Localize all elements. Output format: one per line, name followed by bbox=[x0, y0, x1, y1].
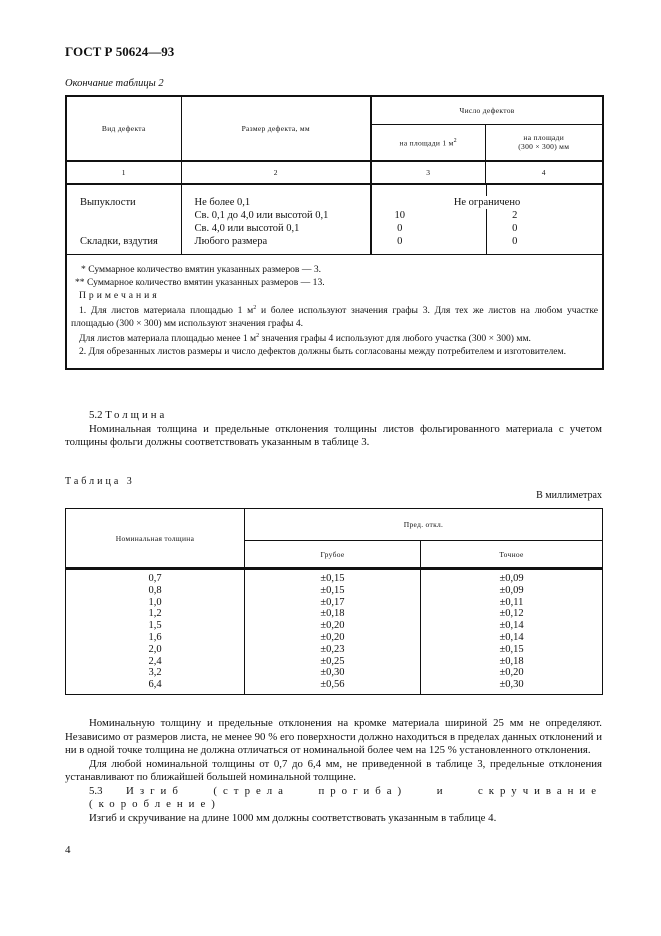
count-300: 0 bbox=[512, 223, 518, 234]
table3-cell-nominal: 1,6 bbox=[148, 631, 162, 643]
count-unlimited: Не ограничено bbox=[453, 197, 521, 208]
count-1m: 0 bbox=[397, 236, 403, 247]
count-300: 0 bbox=[512, 236, 518, 247]
table3-cell-coarse: ±0,15 bbox=[320, 573, 345, 584]
section-5-3-text: Изгиб и скручивание на длине 1000 мм должны соответствовать указанным в таблице 4. bbox=[89, 811, 497, 824]
table3-cell-fine: ±0,12 bbox=[499, 608, 524, 620]
defect-type: Выпуклости bbox=[80, 197, 136, 208]
table3-cell-fine: ±0,09 bbox=[499, 573, 524, 584]
table3-cell-coarse: ±0,30 bbox=[320, 667, 345, 679]
notes-title: Примечания bbox=[79, 289, 160, 301]
table3-cell-fine: ±0,09 bbox=[499, 584, 524, 596]
table3-cell-nominal: 0,8 bbox=[148, 584, 162, 596]
document-header: ГОСТ Р 50624—93 bbox=[65, 44, 175, 59]
body-text bbox=[65, 717, 602, 825]
count-1m: 10 bbox=[394, 210, 405, 221]
table3-cell-coarse: ±0,18 bbox=[320, 608, 345, 620]
col-number: 1 bbox=[121, 168, 126, 177]
section-5-3-heading: 5.3 Изгиб (стрела прогиба) и скручивание (коробление) bbox=[89, 784, 603, 810]
section-5-2 bbox=[65, 409, 602, 450]
paragraph-edge-thickness: Номинальную толщину и предельные отклонения на кромке материала шириной 25 мм не определяют. Независимо от размеров листа, не менее 90 % его поверхности должно находиться в пределах данных отклонений и ни в одной точке толщина не должна отличаться от номинальной более чем на 125 % установленного отклонения. bbox=[65, 717, 602, 756]
table3-cell-nominal: 6,4 bbox=[148, 679, 162, 691]
table3-cell-coarse: ±0,56 bbox=[320, 679, 345, 691]
table3-cell-nominal: 1,5 bbox=[148, 620, 162, 632]
table-2 bbox=[65, 95, 604, 370]
table3-caption: Таблица 3 bbox=[65, 476, 135, 487]
fine-column bbox=[421, 569, 603, 695]
note-1-cont: Для листов материала площадью менее 1 $м^2$ значения графы 4 используют для любого участка (300 × 300) мм. bbox=[79, 332, 531, 344]
col-number: 4 bbox=[485, 161, 603, 184]
col-number: 2 bbox=[181, 161, 371, 184]
nominal-column bbox=[66, 569, 245, 695]
note-1: 1. Для листов материала площадью 1 $м^2$ и более используют значения графы 3. Для тех же листов на любом участке площадью (300 × 300) мм используют значения графы 4. bbox=[71, 304, 599, 329]
table3-cell-fine: ±0,18 bbox=[499, 655, 524, 667]
table3-cell-fine: ±0,14 bbox=[499, 620, 524, 632]
table3-cell-coarse: ±0,23 bbox=[320, 643, 345, 655]
table3-cell-coarse: ±0,20 bbox=[320, 631, 345, 643]
col-fine: Точное bbox=[421, 541, 603, 569]
defect-size: Св. 4,0 или высотой 0,1 bbox=[194, 223, 300, 234]
table3-cell-fine: ±0,30 bbox=[499, 679, 524, 691]
col-nominal: Номинальная толщина bbox=[115, 533, 195, 543]
section-5-2-heading: 5.2 Толщина bbox=[89, 409, 168, 421]
count-300: 2 bbox=[512, 210, 518, 221]
table3-cell-coarse: ±0,20 bbox=[320, 620, 345, 632]
count-1m: 0 bbox=[397, 223, 403, 234]
defect-size: Не более 0,1 bbox=[194, 197, 251, 208]
table3-cell-coarse: ±0,25 bbox=[320, 655, 345, 667]
table3-cell-fine: ±0,14 bbox=[499, 631, 524, 643]
footnote-2: ** Суммарное количество вмятин указанных размеров — 13. bbox=[75, 276, 325, 288]
table2-notes bbox=[66, 254, 603, 369]
footnote-1: * Суммарное количество вмятин указанных размеров — 3. bbox=[81, 263, 322, 275]
table-3 bbox=[65, 508, 603, 695]
note-2: 2. Для обрезанных листов размеры и число дефектов должны быть согласованы между потребителем и изготовителем. bbox=[79, 345, 566, 357]
col-coarse: Грубое bbox=[245, 541, 421, 569]
table3-cell-nominal: 0,7 bbox=[148, 573, 162, 584]
table3-cell-nominal: 1,0 bbox=[148, 596, 162, 608]
col-defect-size: Размер дефекта, мм bbox=[181, 96, 371, 161]
col-area-300: на площади (300 × 300) мм bbox=[485, 124, 603, 161]
paragraph-nearest-thickness: Для любой номинальной толщины от 0,7 до 6,4 мм, не приведенной в таблице 3, предельные отклонения устанавливают по ближайшей большей номинальной толщине. bbox=[65, 757, 602, 783]
table3-cell-coarse: ±0,17 bbox=[320, 596, 345, 608]
table3-cell-nominal: 2,4 bbox=[148, 655, 162, 667]
table3-cell-coarse: ±0,15 bbox=[320, 584, 345, 596]
col-defect-count: Число дефектов bbox=[371, 96, 603, 124]
col-number: 3 bbox=[371, 161, 485, 184]
page-number: 4 bbox=[65, 844, 71, 856]
table3-cell-fine: ±0,15 bbox=[499, 643, 524, 655]
table3-cell-fine: ±0,11 bbox=[499, 596, 524, 608]
defect-size: Св. 0,1 до 4,0 или высотой 0,1 bbox=[194, 210, 329, 221]
col-defect-type: Вид дефекта bbox=[101, 124, 146, 133]
table3-cell-nominal: 1,2 bbox=[148, 608, 162, 620]
table3-units: В миллиметрах bbox=[536, 490, 602, 501]
defect-size: Любого размера bbox=[194, 236, 268, 247]
table3-cell-nominal: 2,0 bbox=[148, 643, 162, 655]
table3-cell-fine: ±0,20 bbox=[499, 667, 524, 679]
defect-type: Складки, вздутия bbox=[80, 236, 158, 247]
col-area-1m: на площади 1 $м^2$ bbox=[371, 124, 485, 161]
table3-cell-nominal: 3,2 bbox=[148, 667, 162, 679]
table2-caption: Окончание таблицы 2 bbox=[65, 78, 164, 89]
coarse-column bbox=[245, 569, 421, 695]
section-5-2-text: Номинальная толщина и предельные отклонения толщины листов фольгированного материала с учетом толщины фольги должны соответствовать указанным в таблице 3. bbox=[65, 422, 602, 448]
col-deviation: Пред. откл. bbox=[245, 509, 603, 541]
